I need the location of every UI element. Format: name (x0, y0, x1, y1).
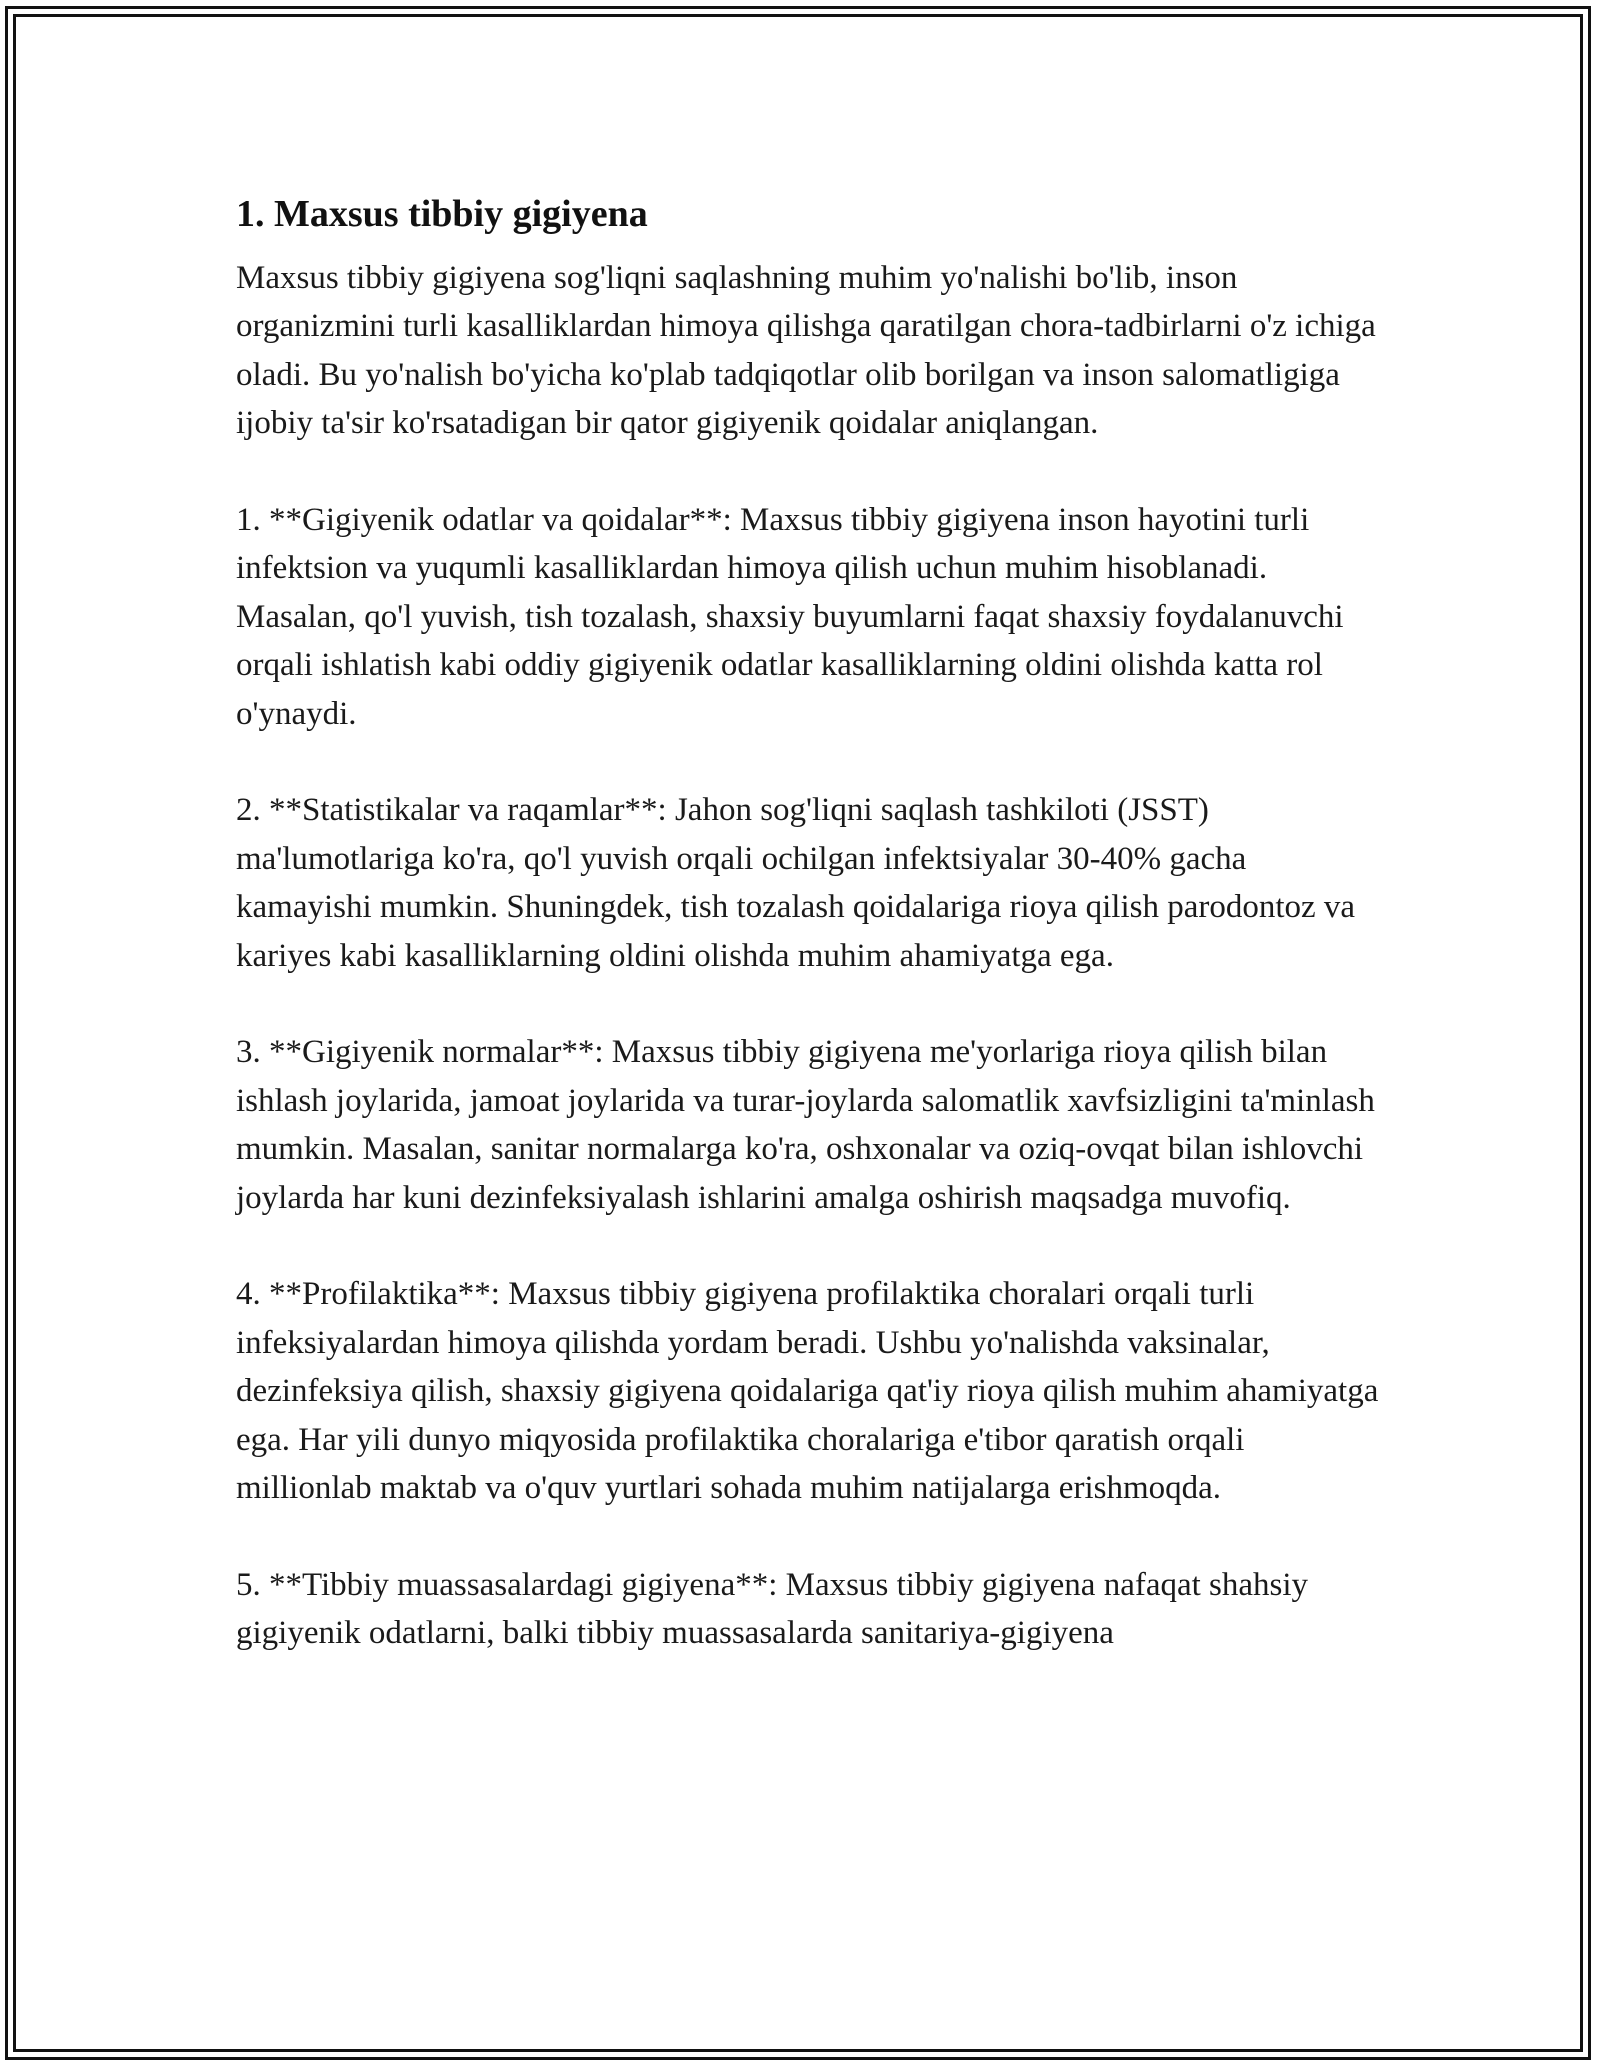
paragraph-statistics: 2. **Statistikalar va raqamlar**: Jahon sog'liqni saqlash tashkiloti (JSST) ma'lumotlariga ko'ra, qo'l yuvish orqali ochilgan infektsiyalar 30-40% gacha kamayishi mumkin. Shuningdek, tish tozalash qoidalariga rioya qilish parodontoz va kariyes kabi kasalliklarning oldini olishda muhim ahamiyatga ega. (236, 792, 1356, 974)
intro-paragraph: Maxsus tibbiy gigiyena sog'liqni saqlashning muhim yo'nalishi bo'lib, inson organizmini turli kasalliklardan himoya qilishga qaratilgan chora-tadbirlarni o'z ichiga oladi. Bu yo'nalish bo'yicha ko'plab tadqiqotlar olib borilgan va inson salomatligiga ijobiy ta'sir ko'rsatadigan bir qator gigiyenik qoidalar aniqlangan. (236, 260, 1376, 442)
paragraph-hygiene-norms: 3. **Gigiyenik normalar**: Maxsus tibbiy gigiyena me'yorlariga rioya qilish bilan ishlash joylarida, jamoat joylarida va turar-joylarda salomatlik xavfsizligini ta'minlash mumkin. Masalan, sanitar normalarga ko'ra, oshxonalar va oziq-ovqat bilan ishlovchi joylarda har kuni dezinfeksiyalash ishlarini amalga oshirish maqsadga muvofiq. (236, 1034, 1375, 1216)
section-heading: 1. Maxsus tibbiy gigiyena (236, 193, 648, 235)
paragraph-hygiene-habits: 1. **Gigiyenik odatlar va qoidalar**: Maxsus tibbiy gigiyena inson hayotini turli infektsion va yuqumli kasalliklardan himoya qilish uchun muhim hisoblanadi. Masalan, qo'l yuvish, tish tozalash, shaxsiy buyumlarni faqat shaxsiy foydalanuvchi orqali ishlatish kabi oddiy gigiyenik odatlar kasalliklarning oldini olishda katta rol o'ynaydi. (236, 502, 1344, 732)
document-body (236, 184, 1386, 1706)
paragraph-prophylaxis: 4. **Profilaktika**: Maxsus tibbiy gigiyena profilaktika choralari orqali turli infeksiyalardan himoya qilishda yordam beradi. Ushbu yo'nalishda vaksinalar, dezinfeksiya qilish, shaxsiy gigiyena qoidalariga qat'iy rioya qilish muhim ahamiyatga ega. Har yili dunyo miqyosida profilaktika choralariga e'tibor qaratish orqali millionlab maktab va o'quv yurtlari sohada muhim natijalarga erishmoqda. (236, 1276, 1379, 1507)
paragraph-medical-institutions: 5. **Tibbiy muassasalardagi gigiyena**: Maxsus tibbiy gigiyena nafaqat shahsiy gigiyenik odatlarni, balki tibbiy muassasalarda sanitariya-gigiyena (236, 1566, 1309, 1652)
